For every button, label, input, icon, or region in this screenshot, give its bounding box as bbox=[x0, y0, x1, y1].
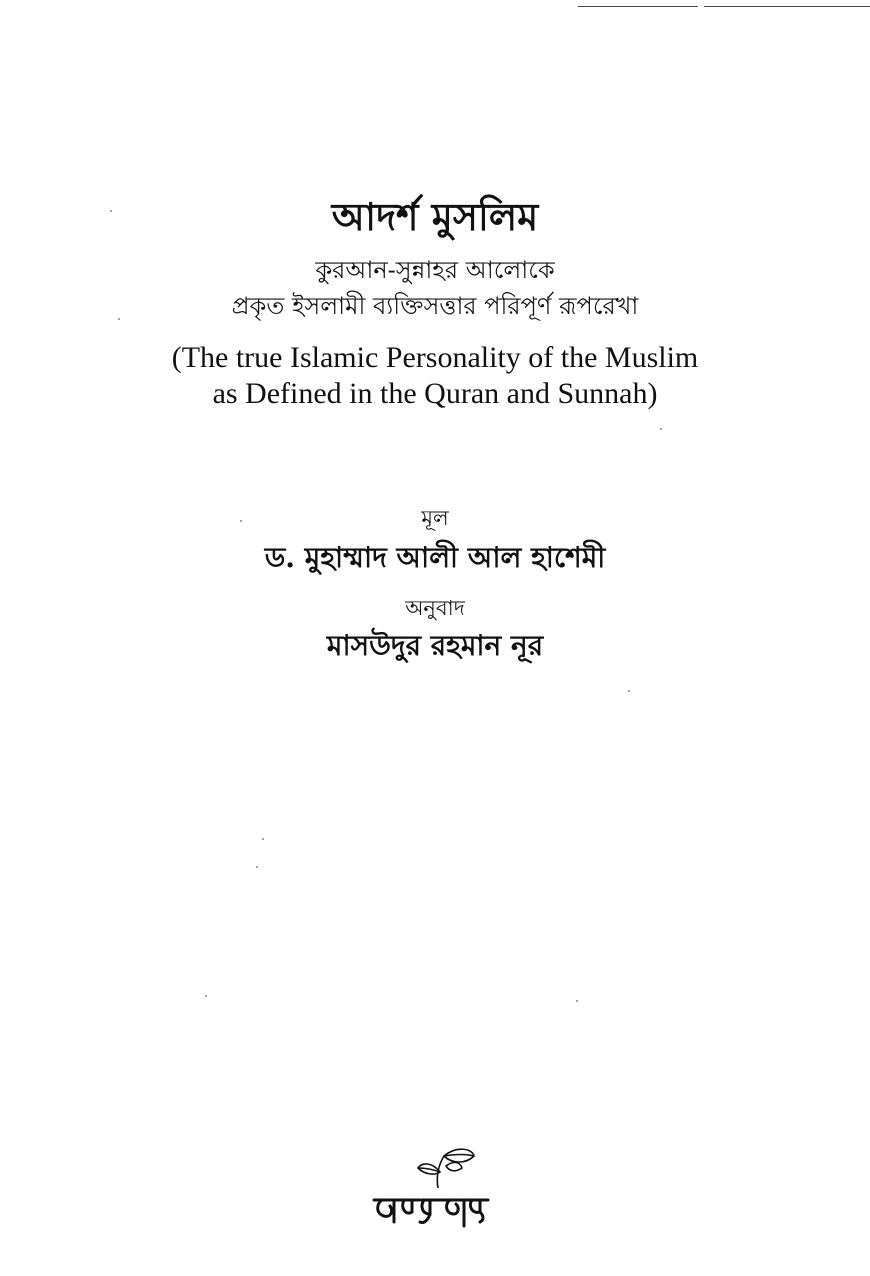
english-title bbox=[0, 340, 870, 412]
translation-label: অনুবাদ bbox=[405, 596, 465, 620]
scan-speck bbox=[240, 520, 242, 522]
leaf-sprout-icon bbox=[360, 1142, 500, 1230]
scan-speck bbox=[110, 210, 112, 212]
book-subtitle bbox=[0, 252, 870, 324]
book-title: আদর্শ মুসলিম bbox=[331, 194, 539, 239]
scan-speck bbox=[118, 318, 120, 320]
scan-speck bbox=[660, 428, 662, 430]
scan-edge-line bbox=[704, 6, 870, 7]
publisher-logo bbox=[360, 1142, 500, 1230]
scan-edge-line bbox=[578, 6, 698, 7]
subtitle-line: কুরআন-সুন্নাহর আলোকে bbox=[315, 256, 555, 284]
scan-speck bbox=[256, 866, 258, 868]
translator-name: মাসউদুর রহমান নূর bbox=[326, 629, 544, 662]
scan-speck bbox=[576, 1000, 578, 1002]
english-title-line: as Defined in the Quran and Sunnah) bbox=[212, 377, 658, 410]
scan-speck bbox=[205, 995, 207, 997]
original-label: মূল bbox=[421, 506, 449, 530]
author-name: ড. মুহাম্মাদ আলী আল হাশেমী bbox=[264, 541, 606, 574]
scan-speck bbox=[628, 690, 630, 692]
english-title-line: (The true Islamic Personality of the Muslim bbox=[171, 341, 699, 374]
subtitle-line: প্রকৃত ইসলামী ব্যক্তিসত্তার পরিপূর্ণ রূপরেখা bbox=[231, 292, 639, 320]
scan-speck bbox=[262, 838, 264, 840]
